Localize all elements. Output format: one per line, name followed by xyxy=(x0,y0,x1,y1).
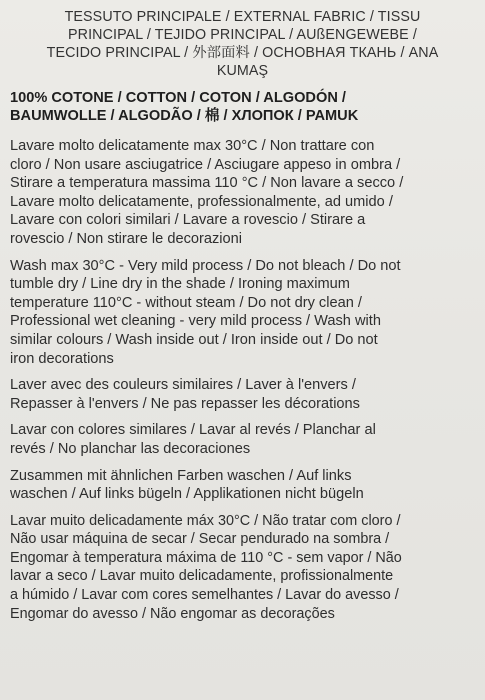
care-line: Engomar à temperatura máxima de 110 °C - sem vapor / Não xyxy=(10,549,402,566)
care-line: cloro / Non usare asciugatrice / Asciugare appeso in ombra / xyxy=(10,156,401,173)
composition-line: 100% COTONE / COTTON / COTON / ALGODÓN / xyxy=(10,90,346,106)
care-line: rovescio / Non stirare le decorazioni xyxy=(10,230,242,247)
care-line: Lavare molto delicatamente max 30°C / Non trattare con xyxy=(10,138,375,154)
care-line: lavar a seco / Lavar muito delicadamente, profissionalmente xyxy=(10,568,394,585)
care-line: Lavar muito delicadamente máx 30°C / Não tratar com cloro / xyxy=(10,512,401,529)
care-instructions-italian xyxy=(10,137,475,249)
care-line: Lavare molto delicatamente, professionalmente, ad umido / xyxy=(10,193,393,210)
care-line: Lavar con colores similares / Lavar al revés / Planchar al xyxy=(10,422,376,439)
header-line: TESSUTO PRINCIPALE / EXTERNAL FABRIC / TISSU xyxy=(64,9,421,25)
care-line: Lavare con colori similari / Lavare a rovescio / Stirare a xyxy=(10,212,366,229)
care-line: similar colours / Wash inside out / Iron inside out / Do not xyxy=(10,331,378,348)
header-line: PRINCIPAL / TEJIDO PRINCIPAL / AUßENGEWEBE / xyxy=(68,27,417,43)
fiber-composition xyxy=(10,89,475,125)
header-line: TECIDO PRINCIPAL / 外部面料 / ОСНОВНАЯ ТКАНЬ / ANA xyxy=(46,45,439,61)
care-line: iron decorations xyxy=(10,350,114,367)
care-line: Professional wet cleaning - very mild process / Wash with xyxy=(10,313,381,330)
care-line: waschen / Auf links bügeln / Applikationen nicht bügeln xyxy=(10,486,364,503)
care-line: Zusammen mit ähnlichen Farben waschen / Auf links xyxy=(10,467,352,484)
care-line: Repasser à l'envers / Ne pas repasser les décorations xyxy=(10,395,360,412)
fabric-header xyxy=(10,8,475,80)
care-line: tumble dry / Line dry in the shade / Ironing maximum xyxy=(10,276,350,293)
care-instructions-portuguese xyxy=(10,512,475,624)
care-line: Não usar máquina de secar / Secar pendurado na sombra / xyxy=(10,531,390,548)
care-line: Stirare a temperatura massima 110 °C / Non lavare a secco / xyxy=(10,175,404,192)
care-line: revés / No planchar las decoraciones xyxy=(10,440,251,457)
care-line: temperature 110°C - without steam / Do not dry clean / xyxy=(10,294,362,311)
care-line: Engomar do avesso / Não engomar as decorações xyxy=(10,605,335,622)
care-instructions-french xyxy=(10,376,475,413)
header-line: KUMAŞ xyxy=(216,63,269,79)
composition-line: BAUMWOLLE / ALGODÃO / 棉 / ХЛОПОК / PAMUK xyxy=(10,108,359,124)
care-line: Wash max 30°C - Very mild process / Do not bleach / Do not xyxy=(10,257,401,274)
care-instructions-spanish xyxy=(10,421,475,458)
care-line: Laver avec des couleurs similaires / Laver à l'envers / xyxy=(10,377,356,394)
care-instructions-german xyxy=(10,467,475,504)
care-instructions-english xyxy=(10,257,475,369)
care-line: a húmido / Lavar com cores semelhantes / Lavar do avesso / xyxy=(10,587,399,604)
